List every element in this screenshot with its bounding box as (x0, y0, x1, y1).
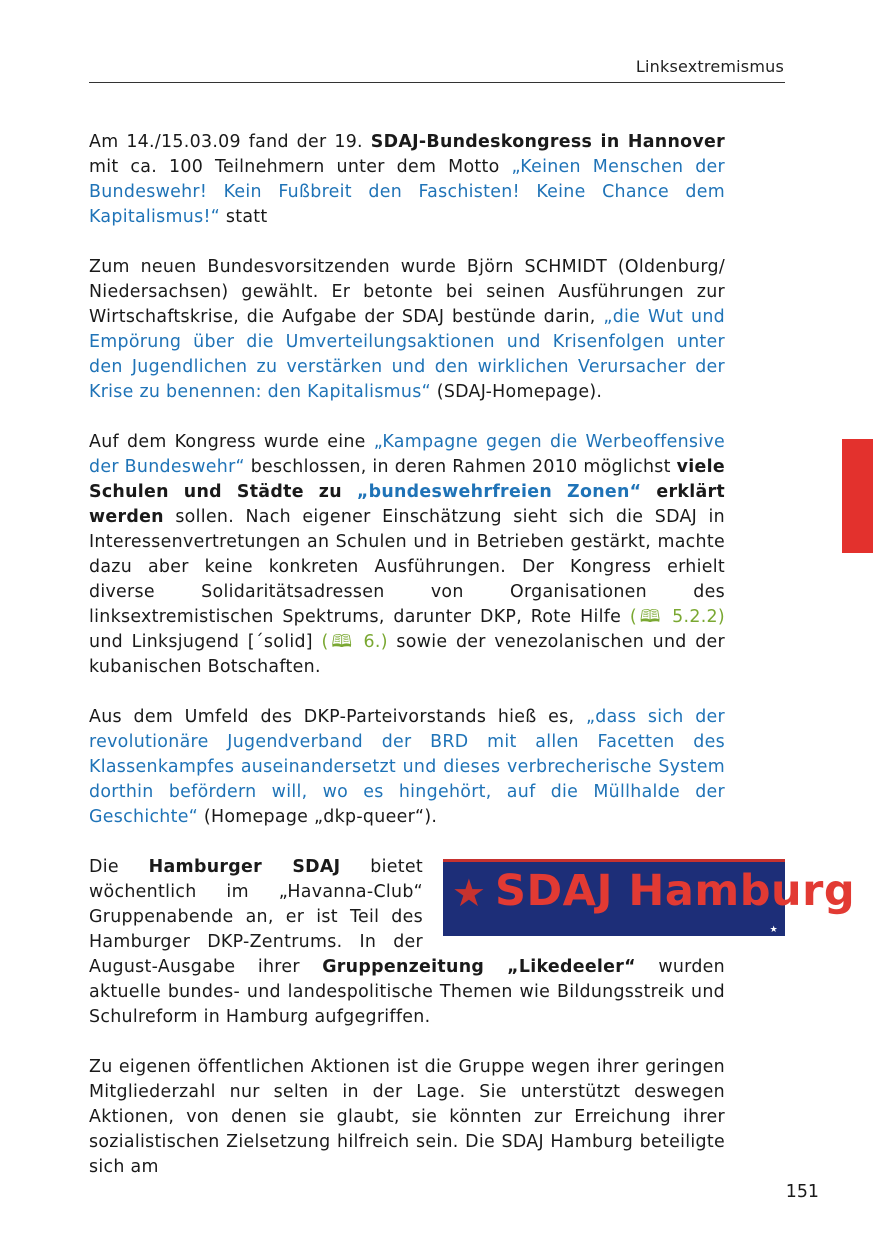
quote: „die Wut und Empörung über die Umverteilungsaktionen und Krisenfolgen unter den Jugendlichen zu verstärken und den wirklichen Verursacher der Krise zu benennen: den Kapitalismus“ (89, 307, 726, 402)
page-number: 151 (785, 1182, 819, 1202)
quote: „Kampagne gegen die Werbeoffensive der Bundeswehr“ (89, 432, 725, 477)
header-divider (89, 82, 785, 83)
running-header: Linksextremismus (635, 57, 784, 76)
logo-text: SDAJ Hamburg (495, 866, 856, 916)
chapter-tab-marker (842, 439, 873, 553)
paragraph-hamburg: ★ SDAJ Hamburg ★ Die Hamburger SDAJ bietet wöchentlich im „Havanna-Club“ Gruppenabende an, er ist Teil des Hamburger DKP-Zentrums. In der August-Ausgabe ihrer Gruppenzeitung „Likedeeler“ wurden aktuelle bundes- und landespolitische Themen wie Bildungsstreik und Schulreform in Hamburg aufgegriffen. (89, 857, 856, 1027)
paragraph-actions: Zu eigenen öffentlichen Aktionen ist die Gruppe wegen ihrer geringen Mitgliederzahl nur selten in der Lage. Sie unterstützt deswegen Aktionen, von denen sie glaubt, sie könnten zur Erreichung ihrer sozialistischen Zielsetzung hilfreich sein. Die SDAJ Hamburg beteiligte sich am (89, 1057, 725, 1177)
quote: „dass sich der revolutionäre Jugendverband der BRD mit allen Facetten des Klassenkampfes auseinandersetzt und dieses verbrecherische System dorthin befördern will, wo es hingehört, auf die Müllhalde der Geschichte“ (89, 707, 725, 827)
cross-reference-link[interactable]: (🕮 6.) (321, 632, 388, 652)
small-star-icon: ★ (769, 925, 778, 935)
paragraph-chairman: Zum neuen Bundesvorsitzenden wurde Björn SCHMIDT (Oldenburg/ Niedersachsen) gewählt. Er betonte bei seinen Ausführungen zur Wirtschaftskrise, die Aufgabe der SDAJ bestünde darin, „die Wut und Empörung über die Umverteilungsaktionen und Krisenfolgen unter den Jugendlichen zu verstärken und den wirklichen Verursacher der Krise zu benennen: den Kapitalismus“ (SDAJ-Homepage). (89, 257, 726, 402)
cross-reference-link[interactable]: (🕮 5.2.2) (629, 607, 725, 627)
quote: „bundeswehrfreien Zonen“ (356, 482, 642, 502)
quote: „Keinen Menschen der Bundeswehr! Kein Fußbreit den Faschisten! Keine Chance dem Kapitalismus!“ (89, 157, 725, 227)
star-icon: ★ (451, 871, 487, 915)
paragraph-congress: Am 14./15.03.09 fand der 19. SDAJ-Bundeskongress in Hannover mit ca. 100 Teilnehmern unter dem Motto „Keinen Menschen der Bundeswehr! Kein Fußbreit den Faschisten! Keine Chance dem Kapitalismus!“ statt (89, 132, 726, 227)
sdaj-hamburg-logo (443, 859, 856, 936)
paragraph-dkp: Aus dem Umfeld des DKP-Parteivorstands hieß es, „dass sich der revolutionäre Jugendverband der BRD mit allen Facetten des Klassenkampfes auseinandersetzt und dieses verbrecherische System dorthin befördern will, wo es hingehört, auf die Müllhalde der Geschichte“ (Homepage „dkp-queer“). (89, 707, 725, 827)
paragraph-campaign: Auf dem Kongress wurde eine „Kampagne gegen die Werbeoffensive der Bundeswehr“ beschlossen, in deren Rahmen 2010 möglichst viele Schulen und Städte zu „bundeswehrfreien Zonen“ erklärt werden sollen. Nach eigener Einschätzung sieht sich die SDAJ in Interessenvertretungen an Schulen und in Betrieben gestärkt, machte dazu aber keine konkreten Ausführungen. Der Kongress erhielt diverse Solidaritätsadressen von Organisationen des linksextremistischen Spektrums, darunter DKP, Rote Hilfe (🕮 5.2.2) und Linksjugend [´solid] (🕮 6.) sowie der venezolanischen und der kubanischen Botschaften. (89, 432, 726, 677)
logo-strip (770, 924, 781, 935)
